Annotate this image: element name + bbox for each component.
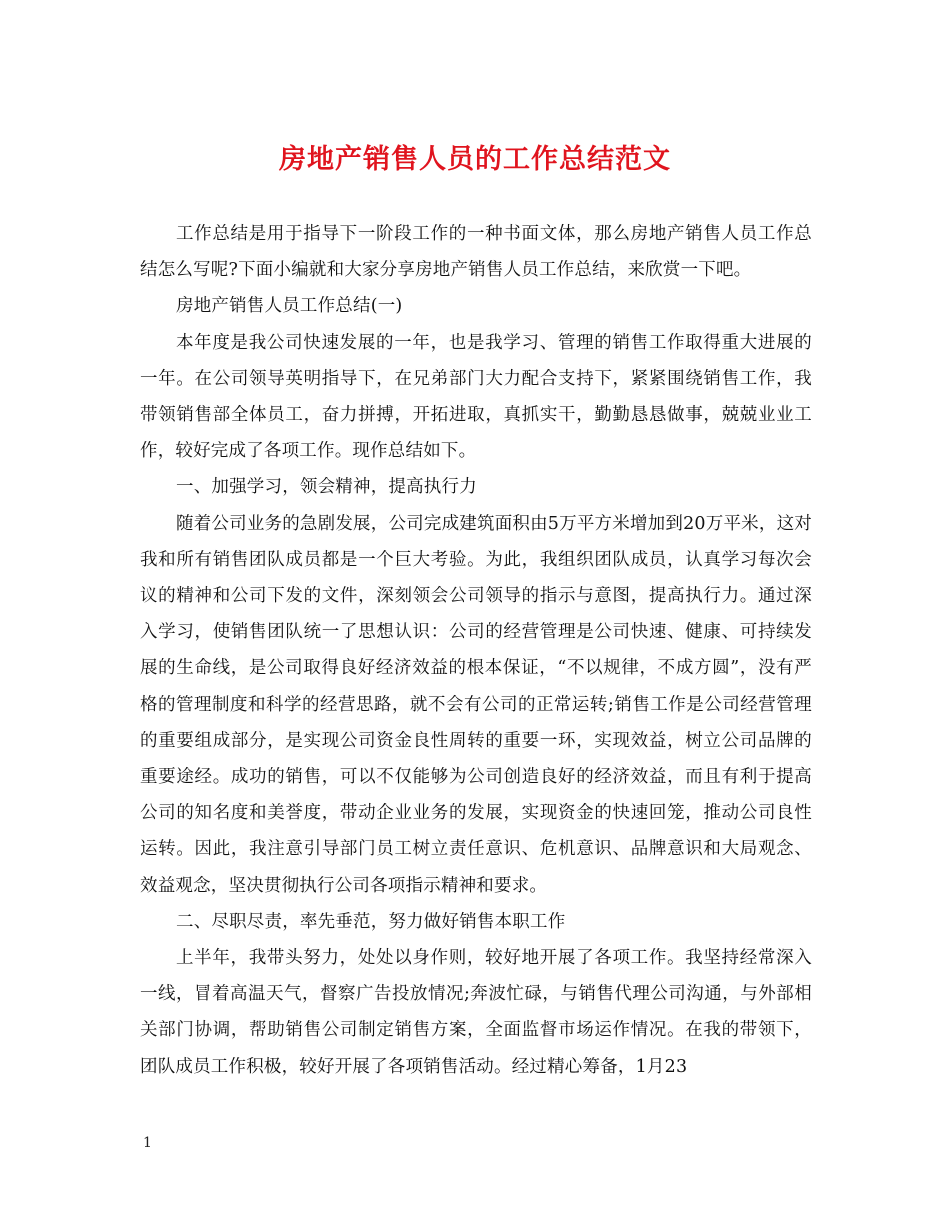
page-number: 1	[143, 1135, 152, 1151]
section-heading-summary-one: 房地产销售人员工作总结(一)	[176, 296, 403, 317]
section-heading-learning: 一、加强学习，领会精神，提高执行力	[176, 477, 477, 498]
intro-paragraph: 工作总结是用于指导下一阶段工作的一种书面文体，那么房地产销售人员工作总结怎么写呢?下面小编就和大家分享房地产销售人员工作总结，来欣赏一下吧。	[140, 224, 812, 281]
duty-paragraph: 上半年，我带头努力，处处以身作则，较好地开展了各项工作。我坚持经常深入一线，冒着高温天气，督察广告投放情况;奔波忙碌，与销售代理公司沟通，与外部相关部门协调，帮助销售公司制定销售方案，全面监督市场运作情况。在我的带领下，团队成员工作积极，较好开展了各项销售活动。经过精心筹备，1月23	[140, 948, 812, 1077]
section-heading-duty: 二、尽职尽责，率先垂范，努力做好销售本职工作	[176, 911, 566, 932]
document-body	[140, 216, 812, 1085]
document-title: 房地产销售人员的工作总结范文	[279, 144, 671, 175]
overview-paragraph: 本年度是我公司快速发展的一年，也是我学习、管理的销售工作取得重大进展的一年。在公司领导英明指导下，在兄弟部门大力配合支持下，紧紧围绕销售工作，我带领销售部全体员工，奋力拼搏，开拓进取，真抓实干，勤勤恳恳做事，兢兢业业工作，较好完成了各项工作。现作总结如下。	[140, 332, 812, 462]
learning-paragraph: 随着公司业务的急剧发展，公司完成建筑面积由5万平方米增加到20万平米，这对我和所有销售团队成员都是一个巨大考验。为此，我组织团队成员，认真学习每次会议的精神和公司下发的文件，深刻领会公司领导的指示与意图，提高执行力。通过深入学习，使销售团队统一了思想认识：公司的经营管理是公司快速、健康、可持续发展的生命线，是公司取得良好经济效益的根本保证，“不以规律，不成方圆”，没有严格的管理制度和科学的经营思路，就不会有公司的正常运转;销售工作是公司经营管理的重要组成部分，是实现公司资金良性周转的重要一环，实现效益，树立公司品牌的重要途经。成功的销售，可以不仅能够为公司创造良好的经济效益，而且有利于提高公司的知名度和美誉度，带动企业业务的发展，实现资金的快速回笼，推动公司良性运转。因此，我注意引导部门员工树立责任意识、危机意识、品牌意识和大局观念、效益观念，坚决贯彻执行公司各项指示精神和要求。	[140, 513, 812, 896]
